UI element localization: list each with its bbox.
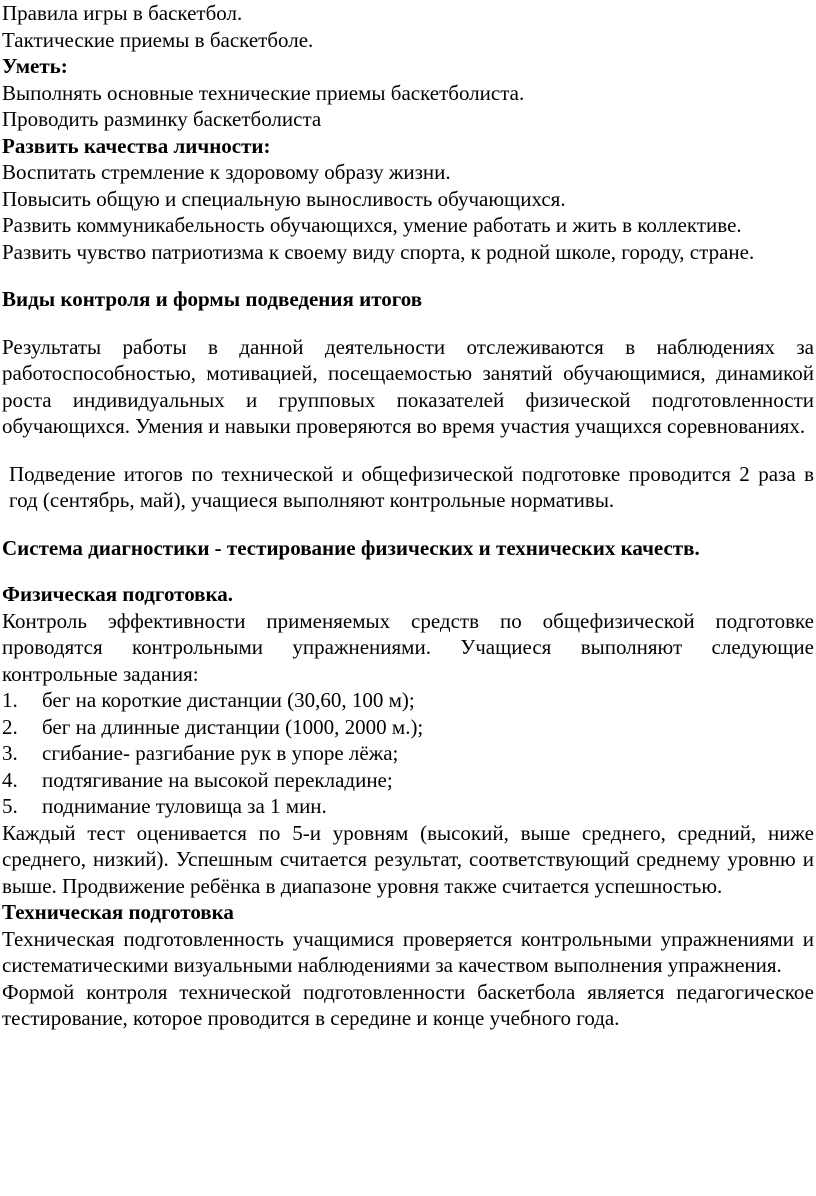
physical-evaluation: Каждый тест оценивается по 5-и уровням (высокий, выше среднего, средний, ниже среднего, низкий). Успешным считается результат, соответствующий среднему уровню и выше. Продвижение ребёнка в диапазоне уровня также считается успешностью. (2, 820, 814, 898)
topic-line: Правила игры в баскетбол. (2, 1, 243, 25)
list-item (2, 767, 814, 794)
skills-heading: Уметь: (2, 54, 68, 78)
list-item-number: 3. (2, 741, 18, 765)
physical-heading: Физическая подготовка. (2, 582, 234, 606)
list-item (2, 714, 814, 741)
physical-tests-list (2, 687, 814, 820)
diagnostics-heading: Система диагностики - тестирование физических и технических качеств. (2, 535, 700, 560)
quality-line: Воспитать стремление к здоровому образу жизни. (2, 160, 451, 184)
list-item-text: бег на длинные дистанции (1000, 2000 м.); (42, 714, 424, 739)
list-item-text: сгибание- разгибание рук в упоре лёжа; (42, 741, 399, 765)
topic-line: Тактические приемы в баскетболе. (2, 27, 314, 52)
list-item-text: подтягивание на высокой перекладине; (42, 767, 393, 792)
physical-intro: Контроль эффективности применяемых средств по общефизической подготовке проводятся контрольными упражнениями. Учащиеся выполняют следующие контрольные задания: (2, 608, 814, 686)
list-item (2, 740, 814, 767)
control-paragraph: Результаты работы в данной деятельности отслеживаются в наблюдениях за работоспособностью, мотивацией, посещаемостью занятий обучающимися, динамикой роста индивидуальных и групповых показателей физической подготовленности обучающихся. Умения и навыки проверяются во время участия учащихся соревнованиях. (2, 334, 814, 438)
skill-line: Проводить разминку баскетболиста (2, 107, 322, 131)
qualities-heading: Развить качества личности: (2, 133, 271, 158)
skill-line: Выполнять основные технические приемы баскетболиста. (2, 80, 525, 105)
quality-line: Развить коммуникабельность обучающихся, умение работать и жить в коллективе. (2, 213, 742, 237)
list-item-number: 2. (2, 714, 18, 739)
quality-line: Повысить общую и специальную выносливость обучающихся. (2, 186, 566, 211)
quality-line: Развить чувство патриотизма к своему виду спорта, к родной школе, городу, стране. (2, 239, 755, 264)
technical-paragraph: Техническая подготовленность учащимися проверяется контрольными упражнениями и систематическими визуальными наблюдениями за качеством выполнения упражнения. (2, 926, 814, 977)
technical-heading: Техническая подготовка (2, 900, 234, 924)
list-item (2, 793, 814, 820)
list-item-number: 4. (2, 767, 18, 792)
summary-paragraph: Подведение итогов по технической и общефизической подготовке проводится 2 раза в год (сентябрь, май), учащиеся выполняют контрольные нормативы. (9, 461, 814, 512)
list-item-text: поднимание туловища за 1 мин. (42, 794, 327, 818)
list-item-number: 5. (2, 794, 18, 818)
list-item-number: 1. (2, 688, 18, 712)
list-item-text: бег на короткие дистанции (30,60, 100 м); (42, 688, 415, 712)
list-item (2, 687, 814, 714)
control-heading: Виды контроля и формы подведения итогов (2, 287, 423, 311)
technical-paragraph: Формой контроля технической подготовленности баскетбола является педагогическое тестирование, которое проводится в середине и конце учебного года. (2, 979, 814, 1030)
